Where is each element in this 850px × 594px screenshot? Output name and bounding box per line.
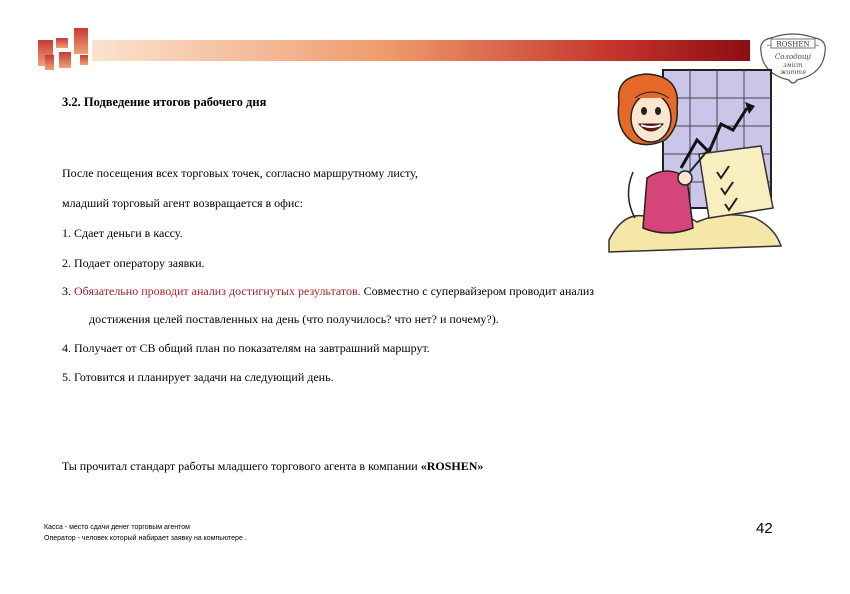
deco-square xyxy=(45,55,54,70)
step-3-number: 3. xyxy=(62,284,74,298)
intro-line: После посещения всех торговых точек, согласно маршрутному листу, xyxy=(62,166,418,180)
footnote: Касса - место сдачи денег торговым агентом xyxy=(44,524,190,531)
deco-square xyxy=(56,38,68,48)
step-3-highlight: Обязательно проводит анализ достигнутых результатов. xyxy=(74,284,361,298)
section-heading: 3.2. Подведение итогов рабочего дня xyxy=(62,95,267,109)
closing-line xyxy=(62,459,483,474)
deco-square xyxy=(74,28,88,54)
step-4: 4. Получает от СВ общий план по показателям на завтрашний маршрут. xyxy=(62,341,430,355)
woman-with-chart-illustration xyxy=(605,68,785,256)
page-number: 42 xyxy=(756,520,773,537)
intro-line: младший торговый агент возвращается в офис: xyxy=(62,196,304,210)
step-3-continuation: достижения целей поставленных на день (что получилось? что нет? и почему?). xyxy=(89,312,499,326)
deco-square xyxy=(80,55,88,65)
step-5: 5. Готовится и планирует задачи на следующий день. xyxy=(62,370,334,384)
logo-slogan-line: зміст xyxy=(783,62,803,69)
closing-text: Ты прочитал стандарт работы младшего торгового агента в компании xyxy=(62,459,421,473)
step-3 xyxy=(62,284,594,299)
step-1: 1. Сдает деньги в кассу. xyxy=(62,226,183,240)
footnote: Оператор - человек который набирает заявку на компьютере . xyxy=(44,535,247,542)
step-2: 2. Подает оператору заявки. xyxy=(62,256,205,270)
step-3-text: Совместно с супервайзером проводит анализ xyxy=(360,284,594,298)
closing-brand: «ROSHEN» xyxy=(420,459,484,473)
logo-brand-text: ROSHEN xyxy=(776,40,810,49)
deco-square xyxy=(59,52,71,68)
logo-slogan-line: життя xyxy=(779,69,807,76)
header-bar xyxy=(92,40,750,61)
logo-slogan-line: Солодощі xyxy=(774,53,812,61)
